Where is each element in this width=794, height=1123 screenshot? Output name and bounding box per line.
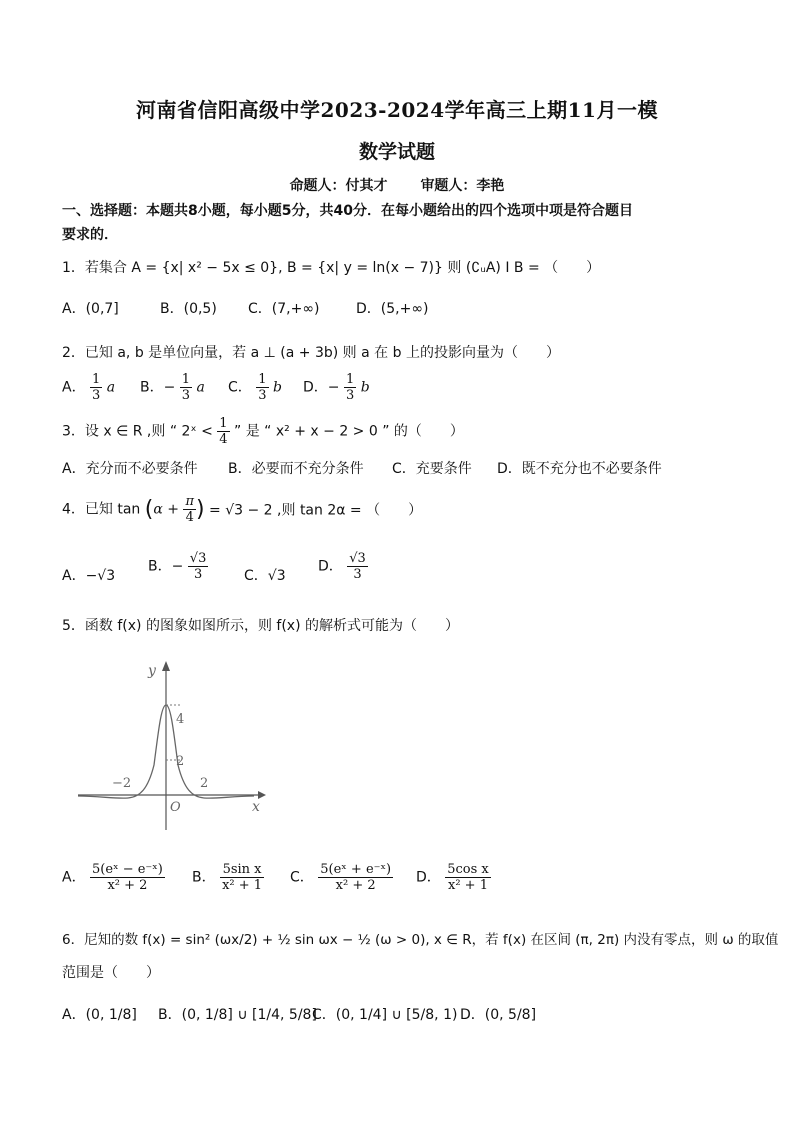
q4-b-den: 3 — [193, 567, 203, 582]
q2-stem: 2．已知 a, b 是单位向量，若 a ⊥ (a + 3b) 则 a 在 b 上的投影向量为（ ） — [62, 345, 560, 361]
q4-stem-mid: = √3 − 2 ,则 tan 2α = （ ） — [209, 502, 423, 519]
x-axis-arrow — [258, 791, 266, 799]
q5-c-prefix: C． — [290, 869, 314, 886]
q5-b-prefix: B． — [192, 869, 216, 886]
y-axis-arrow — [162, 661, 170, 671]
q4-b-prefix: B．− — [148, 558, 184, 575]
q4-paren-close: ) — [196, 497, 205, 522]
q2-b-prefix: B．− — [140, 379, 176, 396]
q3-stem-pre: 3．设 x ∈ R ,则 “ 2ˣ < — [62, 423, 213, 440]
q1-stem: 1．若集合 A = {x| x² − 5x ≤ 0}, B = {x| y = ln(x − 7)} 则 (∁ᵤA) I B = （ ） — [62, 260, 601, 276]
x-axis-label: x — [252, 799, 260, 815]
q2-d-fraction — [344, 372, 356, 403]
q5-option-b — [192, 862, 264, 893]
q6-option-d: D．(0, 5/8] — [460, 1007, 537, 1023]
q4-stem-pre: 4．已知 tan — [62, 501, 141, 518]
q6-option-b: B．(0, 1/8] ∪ [1/4, 5/8] — [158, 1007, 317, 1023]
q4-d-num: √3 — [349, 551, 366, 566]
q2-c-prefix: C． — [228, 379, 252, 396]
section-heading-line1: 一、选择题：本题共8小题，每小题5分，共40分．在每小题给出的四个选项中项是符合题目 — [62, 203, 633, 219]
q6-stem-line2: 范围是（ ） — [62, 965, 160, 981]
q3-stem — [62, 416, 464, 447]
tick-label-4: 4 — [176, 712, 185, 727]
q5-function-graph — [70, 655, 270, 835]
q4-four: 4 — [185, 510, 194, 525]
q4-option-b — [148, 551, 208, 582]
q4-alpha: α + — [153, 501, 179, 518]
q3-option-c: C．充要条件 — [392, 461, 472, 477]
q5-b-den: x² + 1 — [222, 878, 263, 893]
q3-den: 4 — [219, 432, 228, 447]
q2-c-den: 3 — [258, 388, 267, 403]
q2-d-var: b — [360, 379, 370, 396]
q5-stem: 5．函数 f(x) 的图象如图所示，则 f(x) 的解析式可能为（ ） — [62, 618, 459, 634]
q5-option-c — [290, 862, 393, 893]
q5-c-num: 5(eˣ + e⁻ˣ) — [320, 862, 392, 877]
q6-option-c: C．(0, 1/4] ∪ [5/8, 1) — [312, 1007, 458, 1023]
q2-c-fraction — [256, 372, 268, 403]
q3-option-b: B．必要而不充分条件 — [228, 461, 364, 477]
q2-d-den: 3 — [345, 388, 355, 403]
q5-a-fraction — [90, 862, 165, 893]
q1-option-b: B．(0,5) — [160, 301, 217, 317]
q3-option-d: D．既不充分也不必要条件 — [497, 461, 662, 477]
q2-b-den: 3 — [181, 388, 191, 403]
q5-d-fraction — [445, 862, 491, 893]
tick-label-2y: 2 — [176, 754, 185, 769]
q5-a-prefix: A． — [62, 869, 86, 886]
q1-option-a: A．(0,7] — [62, 301, 119, 317]
y-axis-label: y — [148, 663, 156, 679]
q4-option-a: A．−√3 — [62, 568, 116, 584]
exam-subtitle: 数学试题 — [358, 141, 435, 163]
reviewer: 审题人：李艳 — [420, 178, 505, 194]
q2-b-fraction — [180, 372, 192, 403]
section-heading-line2: 要求的． — [62, 227, 118, 243]
q4-option-d — [318, 551, 368, 582]
q4-d-fraction — [347, 551, 368, 582]
q2-option-c — [228, 372, 282, 403]
exam-title: 河南省信阳高级中学2023-2024学年高三上期11月一模 — [136, 98, 658, 122]
q2-b-var: a — [196, 379, 205, 396]
q5-d-prefix: D． — [416, 869, 441, 886]
author: 命题人：付其才 — [289, 178, 388, 194]
q2-c-num: 1 — [258, 372, 267, 387]
q2-option-b — [140, 372, 205, 403]
tick-label-2x: 2 — [200, 776, 209, 791]
q1-option-c: C．(7,+∞) — [248, 301, 320, 317]
q4-pi: π — [185, 494, 194, 509]
q5-b-num: 5sin x — [220, 862, 264, 878]
q5-d-num: 5cos x — [447, 862, 489, 877]
q5-option-d — [416, 862, 491, 893]
q4-stem — [62, 494, 422, 525]
q2-a-var: a — [106, 379, 116, 396]
q3-fraction — [217, 416, 229, 447]
q2-d-prefix: D．− — [303, 379, 340, 396]
q4-option-c: C．√3 — [244, 568, 286, 584]
q5-a-den: x² + 2 — [107, 878, 148, 893]
q5-b-fraction — [220, 862, 264, 893]
q6-stem-line1: 6．尼知的数 f(x) = sin² (ωx/2) + ½ sin ωx − ½ (ω > 0), x ∈ R，若 f(x) 在区间 (π, 2π) 内没有零点，则 ω 的取值 — [62, 932, 779, 948]
q4-paren-open: ( — [144, 497, 154, 522]
q3-stem-post: ” 是 “ x² + x − 2 > 0 ” 的（ ） — [234, 423, 464, 440]
origin-label: O — [170, 800, 181, 815]
q3-num: 1 — [219, 416, 228, 431]
q4-d-prefix: D． — [318, 558, 343, 575]
q4-b-fraction — [188, 551, 209, 582]
q2-a-num: 1 — [92, 372, 101, 387]
tick-label-neg2: −2 — [112, 776, 132, 791]
q2-b-num: 1 — [181, 372, 191, 387]
q2-a-fraction — [90, 372, 102, 403]
q2-d-num: 1 — [345, 372, 355, 387]
q4-d-den: 3 — [353, 567, 362, 582]
q5-d-den: x² + 1 — [448, 878, 488, 893]
q5-c-fraction — [318, 862, 393, 893]
q4-pi-fraction — [183, 494, 196, 525]
authors-line — [0, 175, 794, 195]
q5-c-den: x² + 2 — [335, 878, 376, 893]
q1-option-d: D．(5,+∞) — [356, 301, 429, 317]
q5-a-num: 5(eˣ − e⁻ˣ) — [92, 862, 163, 877]
q5-option-a — [62, 862, 165, 893]
q2-a-prefix: A． — [62, 379, 86, 396]
q6-option-a: A．(0, 1/8] — [62, 1007, 137, 1023]
q2-option-d — [303, 372, 370, 403]
q2-a-den: 3 — [92, 388, 101, 403]
q2-option-a — [62, 372, 115, 403]
q3-option-a: A．充分而不必要条件 — [62, 461, 198, 477]
q4-b-num: √3 — [189, 551, 207, 566]
q2-c-var: b — [272, 379, 282, 396]
